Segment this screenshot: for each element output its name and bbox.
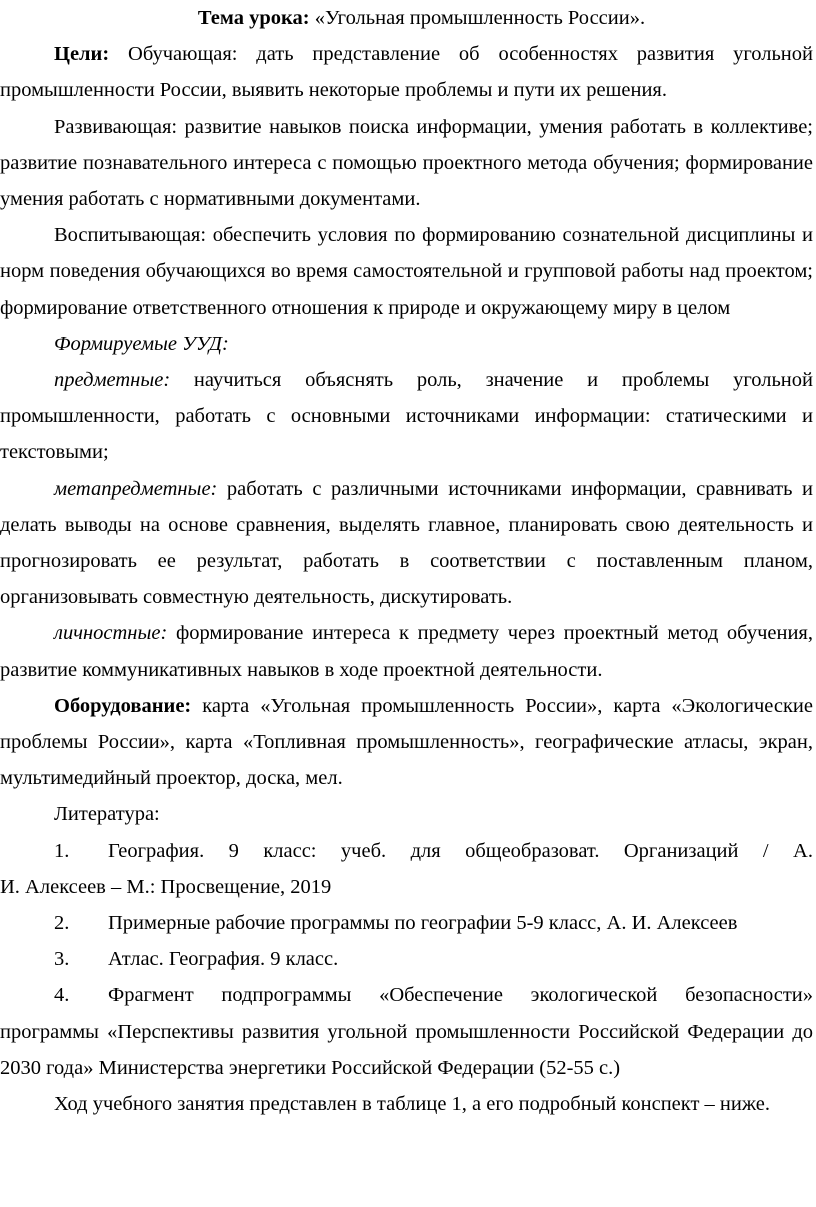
literature-item-3 (0, 941, 813, 977)
lesson-title-text: «Угольная промышленность России». (309, 7, 646, 29)
lesson-title (0, 0, 813, 36)
goals-upbringing: Воспитывающая: обеспечить условия по формированию сознательной дисциплины и норм поведения обучающихся во время самостоятельной и групповой работы над проектом; формирование ответственного отношения к природе и окружающему миру в целом (0, 224, 813, 319)
list-item-text: Примерные рабочие программы по географии 5-9 класс, А. И. Алексеев (108, 912, 738, 935)
uud-meta-label: метапредметные: (54, 477, 218, 500)
lesson-title-label: Тема урока: (197, 7, 310, 29)
goals-educational: Цели: Обучающая: дать представление об особенностях развития угольной промышленности России, выявить некоторые проблемы и пути их решения. (0, 43, 813, 102)
list-item-text: География. 9 класс: учеб. для общеобразоват. Организаций / А. (108, 839, 813, 862)
list-number: 2. (54, 912, 70, 935)
literature-item-4 (0, 977, 813, 1086)
equipment-label: Оборудование: (54, 694, 192, 717)
literature-item-2 (0, 905, 813, 941)
literature-item-1 (0, 833, 813, 905)
uud-personal-label: личностные: (54, 622, 168, 645)
list-number: 3. (54, 948, 70, 971)
equipment: Оборудование: карта «Угольная промышленность России», карта «Экологические проблемы России», карта «Топливная промышленность», географические атласы, экран, мультимедийный проектор, доска, мел. (0, 694, 813, 790)
list-item-continuation: И. Алексеев – М.: Просвещение, 2019 (0, 875, 332, 898)
goals-developing: Развивающая: развитие навыков поиска информации, умения работать в коллективе; развитие познавательного интереса с помощью проектного метода обучения; формирование умения работать с нормативными документами. (0, 115, 813, 211)
goals-label: Цели: (54, 43, 110, 66)
list-number: 1. (54, 839, 70, 862)
uud-subject-label: предметные: (54, 369, 171, 392)
uud-meta: метапредметные: работать с различными источниками информации, сравнивать и делать выводы на основе сравнения, выделять главное, планировать свою деятельность и прогнозировать ее результат, работать в соответствии с поставленным планом, организовывать совместную деятельность, дискутировать. (0, 477, 813, 609)
uud-heading: Формируемые УУД: (54, 332, 229, 355)
list-item-text: Атлас. География. 9 класс. (108, 948, 339, 971)
list-number: 4. (54, 984, 70, 1007)
closing-paragraph: Ход учебного занятия представлен в таблице 1, а его подробный конспект – ниже. (54, 1093, 770, 1116)
list-item-continuation: программы «Перспективы развития угольной промышленности Российской Федерации до 2030 года» Министерства энергетики Российской Федерации (52-55 с.) (0, 1020, 813, 1079)
literature-heading: Литература: (54, 803, 160, 826)
list-item-text: Фрагмент подпрограммы «Обеспечение экологической безопасности» (108, 984, 813, 1007)
uud-personal: личностные: формирование интереса к предмету через проектный метод обучения, развитие коммуникативных навыков в ходе проектной деятельности. (0, 622, 813, 681)
uud-subject: предметные: научиться объяснять роль, значение и проблемы угольной промышленности, работать с основными источниками информации: статическими и текстовыми; (0, 369, 813, 464)
